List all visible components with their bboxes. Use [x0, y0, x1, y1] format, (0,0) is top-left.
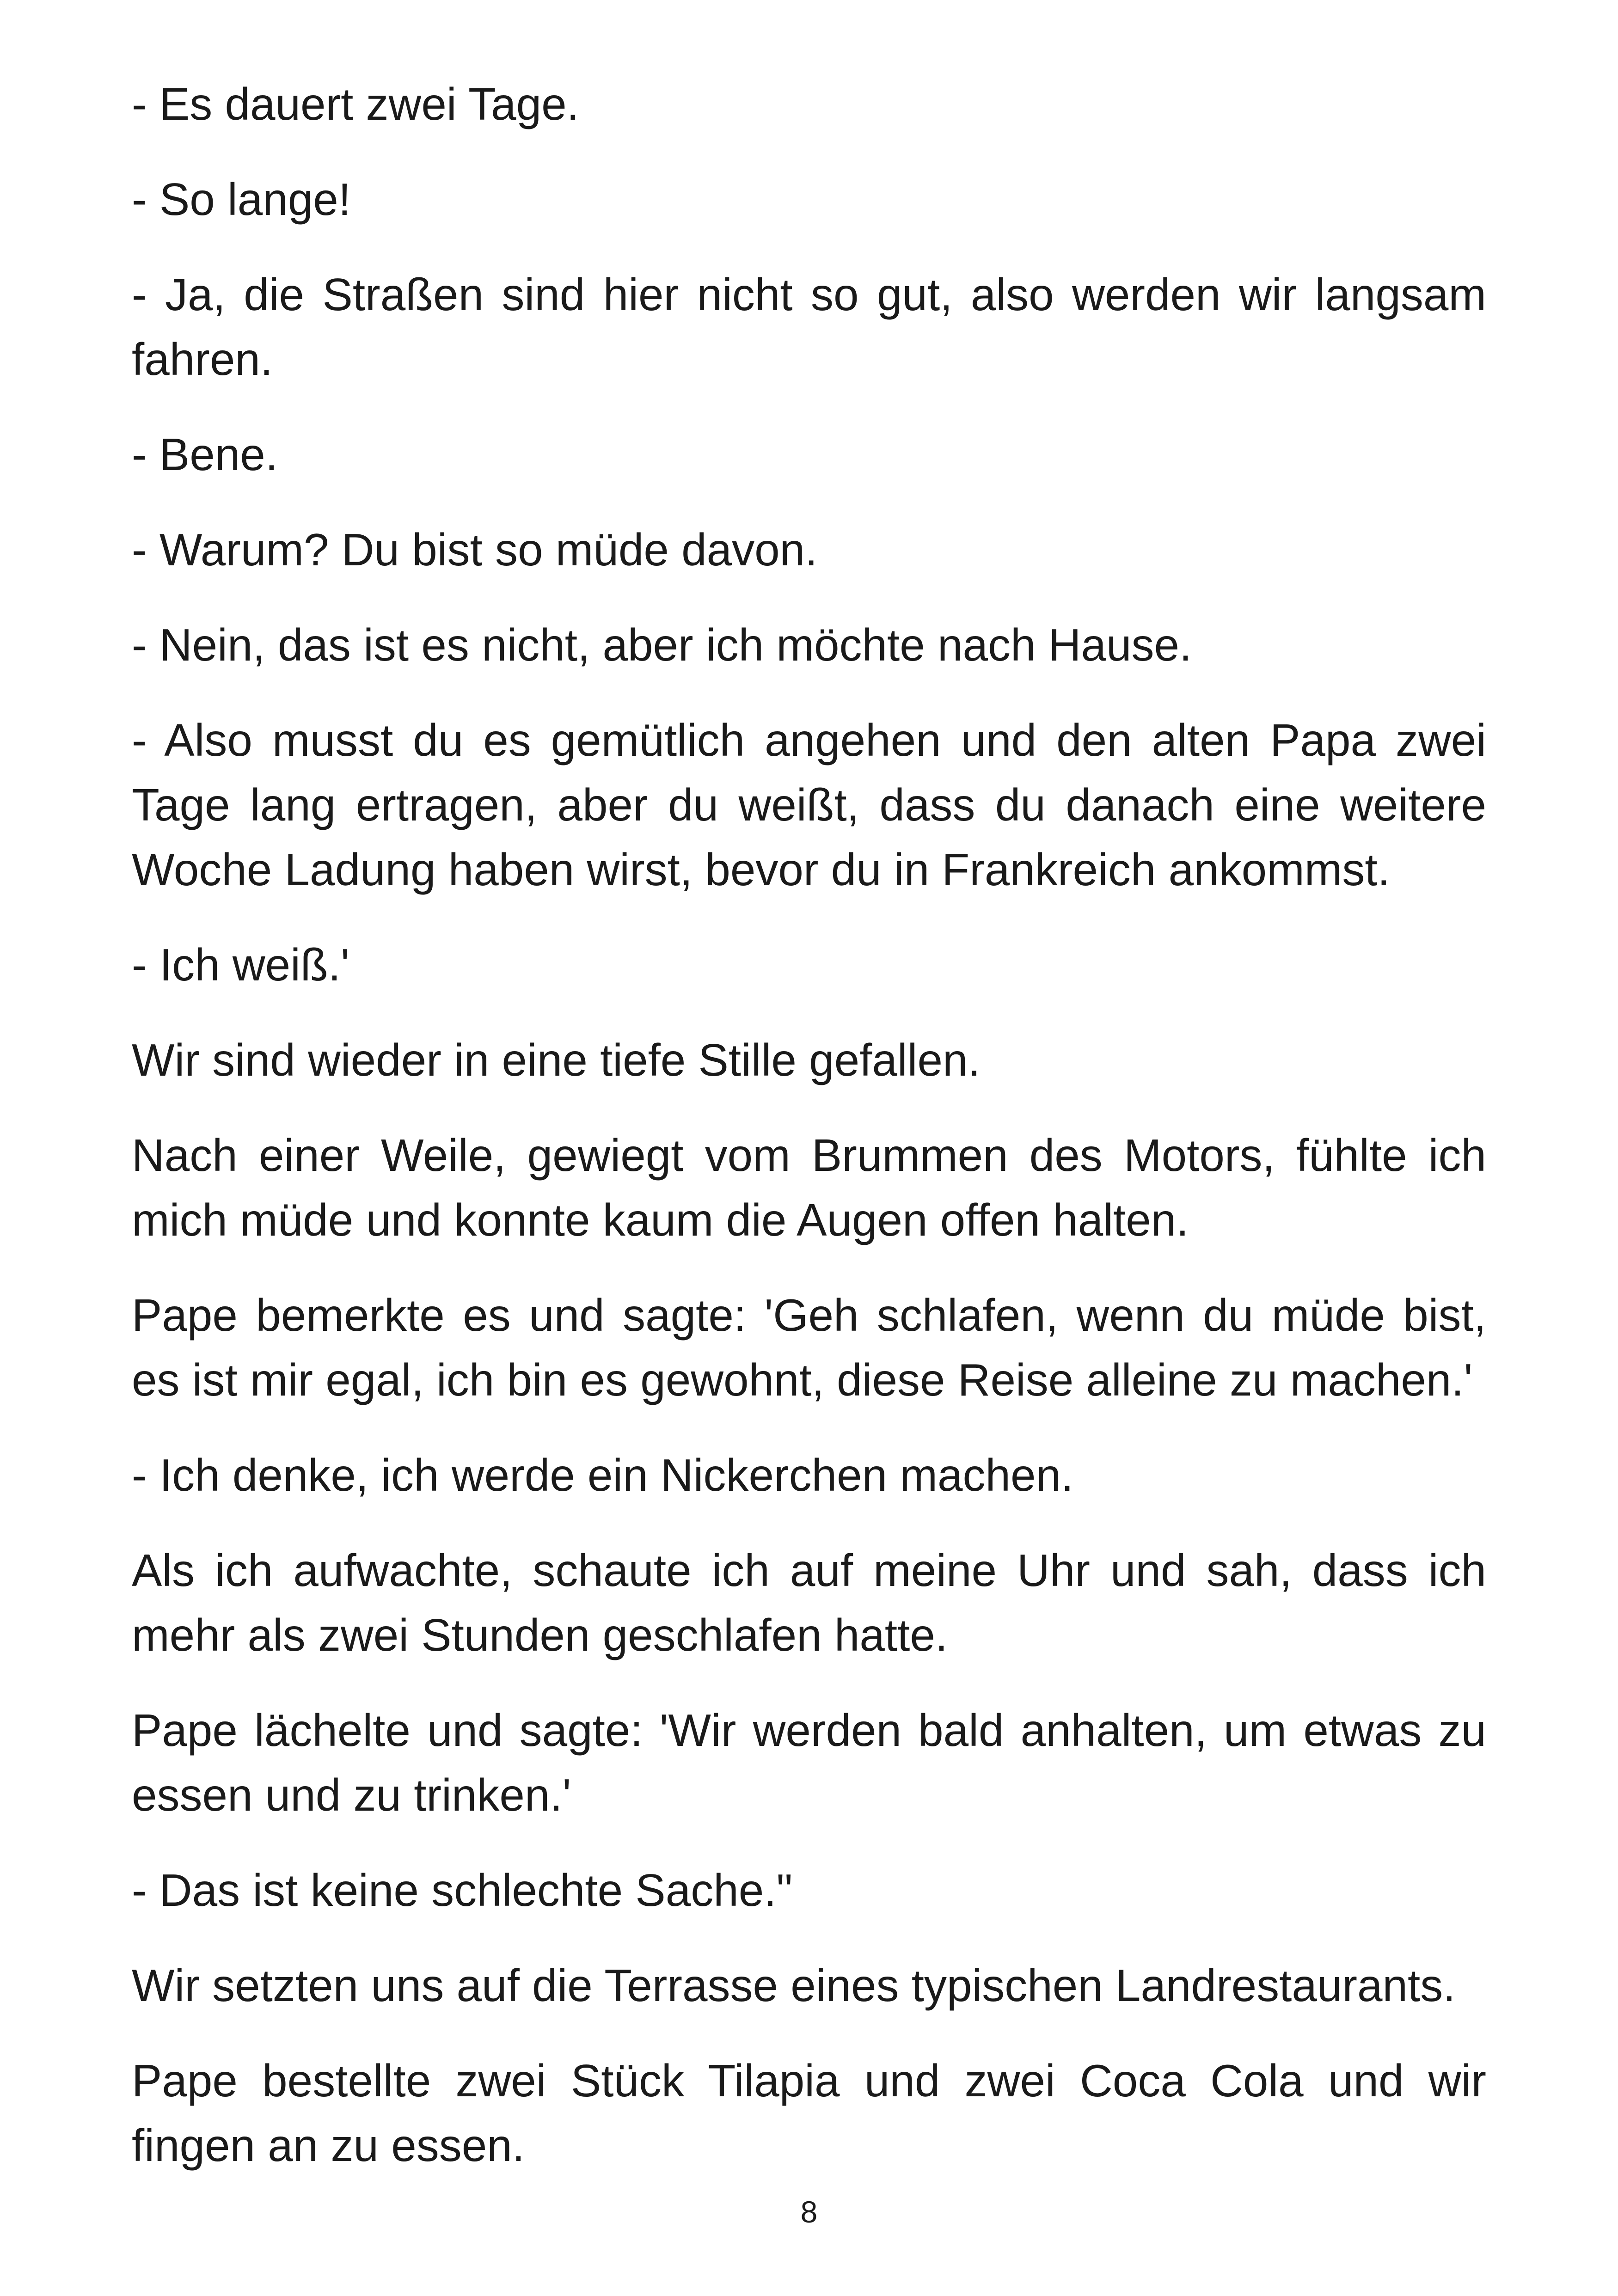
paragraph-14: Pape lächelte und sagte: 'Wir werden bald anhalten, um etwas zu essen und zu trinken.'	[132, 1705, 1486, 1820]
paragraph-11: Pape bemerkte es und sagte: 'Geh schlafen, wenn du müde bist, es ist mir egal, ich bin es gewohnt, diese Reise alleine zu machen.'	[132, 1290, 1486, 1405]
paragraph-3: - Ja, die Straßen sind hier nicht so gut, also werden wir langsam fahren.	[132, 269, 1486, 385]
page-number: 8	[800, 2195, 818, 2229]
paragraph-9: Wir sind wieder in eine tiefe Stille gefallen.	[132, 1035, 981, 1085]
paragraph-12: - Ich denke, ich werde ein Nickerchen machen.	[132, 1450, 1074, 1500]
paragraph-17: Pape bestellte zwei Stück Tilapia und zwei Coca Cola und wir fingen an zu essen.	[132, 2055, 1486, 2171]
paragraph-7: - Also musst du es gemütlich angehen und den alten Papa zwei Tage lang ertragen, aber du weißt, dass du danach eine weitere Woche Ladung haben wirst, bevor du in Frankreich ankommst.	[132, 715, 1486, 895]
paragraph-15: - Das ist keine schlechte Sache."	[132, 1865, 793, 1916]
paragraph-8: - Ich weiß.'	[132, 939, 349, 990]
paragraph-16: Wir setzten uns auf die Terrasse eines typischen Landrestaurants.	[132, 1960, 1456, 2011]
body-text	[132, 72, 1486, 2208]
paragraph-13: Als ich aufwachte, schaute ich auf meine Uhr und sah, dass ich mehr als zwei Stunden geschlafen hatte.	[132, 1545, 1486, 1660]
paragraph-5: - Warum? Du bist so müde davon.	[132, 524, 818, 575]
paragraph-6: - Nein, das ist es nicht, aber ich möchte nach Hause.	[132, 619, 1192, 670]
paragraph-4: - Bene.	[132, 429, 278, 480]
paragraph-1: - Es dauert zwei Tage.	[132, 79, 579, 129]
paragraph-10: Nach einer Weile, gewiegt vom Brummen des Motors, fühlte ich mich müde und konnte kaum die Augen offen halten.	[132, 1130, 1486, 1245]
paragraph-2: - So lange!	[132, 174, 351, 225]
